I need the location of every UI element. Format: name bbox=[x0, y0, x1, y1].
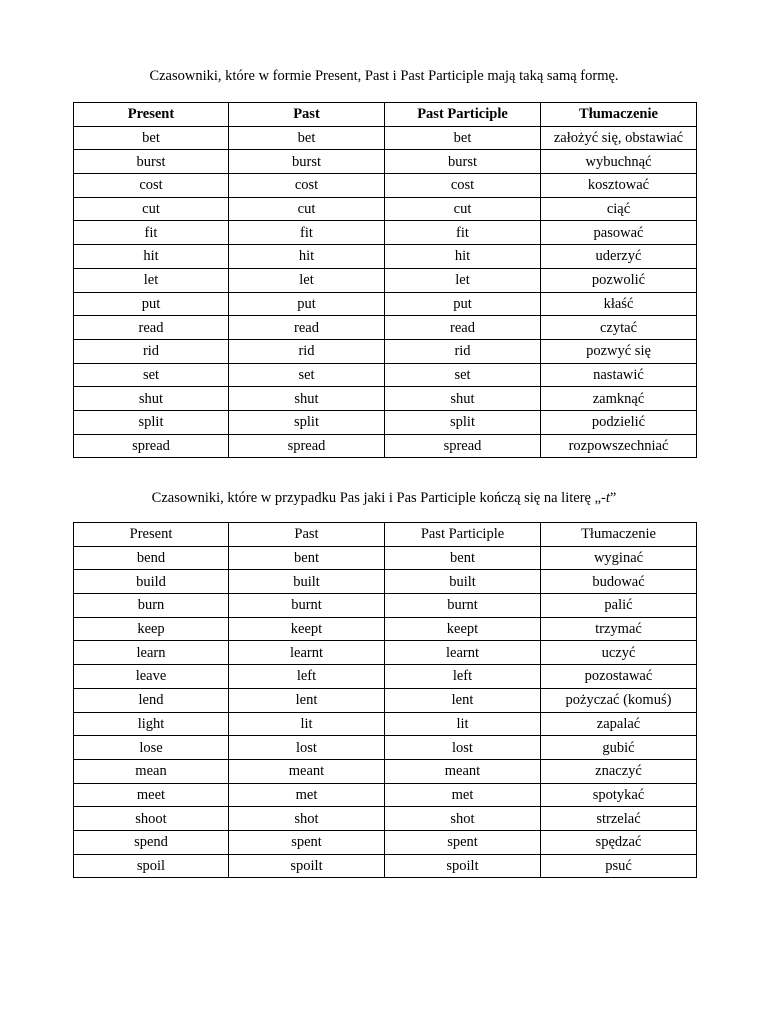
cell-present: set bbox=[74, 363, 229, 387]
cell-past-participle: meant bbox=[385, 759, 541, 783]
cell-past-participle: read bbox=[385, 316, 541, 340]
cell-translation: uderzyć bbox=[541, 245, 697, 269]
cell-past: cut bbox=[229, 197, 385, 221]
cell-translation: nastawić bbox=[541, 363, 697, 387]
cell-past: met bbox=[229, 783, 385, 807]
table-header-row bbox=[74, 103, 697, 127]
table-row bbox=[74, 641, 697, 665]
cell-past: lit bbox=[229, 712, 385, 736]
cell-past-participle: spoilt bbox=[385, 854, 541, 878]
table-row bbox=[74, 434, 697, 458]
cell-translation: czytać bbox=[541, 316, 697, 340]
cell-present: keep bbox=[74, 617, 229, 641]
caption-letter: t bbox=[605, 490, 610, 506]
cell-past: meant bbox=[229, 759, 385, 783]
column-header-present: Present bbox=[74, 523, 229, 547]
cell-past: shut bbox=[229, 387, 385, 411]
table-row bbox=[74, 387, 697, 411]
cell-past-participle: lent bbox=[385, 688, 541, 712]
cell-translation: pozwyć się bbox=[541, 339, 697, 363]
caption-closing-quote: ” bbox=[609, 490, 617, 506]
cell-past: shot bbox=[229, 807, 385, 831]
column-header-past: Past bbox=[229, 523, 385, 547]
table-row bbox=[74, 783, 697, 807]
cell-translation: trzymać bbox=[541, 617, 697, 641]
cell-past-participle: lost bbox=[385, 736, 541, 760]
cell-present: lose bbox=[74, 736, 229, 760]
table-row bbox=[74, 245, 697, 269]
table-row bbox=[74, 665, 697, 689]
cell-past-participle: cost bbox=[385, 174, 541, 198]
cell-present: meet bbox=[74, 783, 229, 807]
table-row bbox=[74, 570, 697, 594]
table-row bbox=[74, 268, 697, 292]
table-body bbox=[74, 126, 697, 458]
cell-past-participle: left bbox=[385, 665, 541, 689]
cell-present: cost bbox=[74, 174, 229, 198]
table-row bbox=[74, 546, 697, 570]
cell-present: lend bbox=[74, 688, 229, 712]
cell-translation: pozostawać bbox=[541, 665, 697, 689]
cell-past: left bbox=[229, 665, 385, 689]
table-row bbox=[74, 830, 697, 854]
cell-present: leave bbox=[74, 665, 229, 689]
cell-present: read bbox=[74, 316, 229, 340]
cell-translation: uczyć bbox=[541, 641, 697, 665]
cell-past-participle: lit bbox=[385, 712, 541, 736]
section-2-caption bbox=[0, 489, 768, 507]
cell-present: spread bbox=[74, 434, 229, 458]
cell-translation: podzielić bbox=[541, 410, 697, 434]
table-row bbox=[74, 126, 697, 150]
cell-translation: spędzać bbox=[541, 830, 697, 854]
cell-past: cost bbox=[229, 174, 385, 198]
cell-present: rid bbox=[74, 339, 229, 363]
cell-past-participle: bent bbox=[385, 546, 541, 570]
cell-present: build bbox=[74, 570, 229, 594]
table-row bbox=[74, 759, 697, 783]
cell-past-participle: burnt bbox=[385, 594, 541, 618]
cell-past-participle: bet bbox=[385, 126, 541, 150]
section-1-caption: Czasowniki, które w formie Present, Past i Past Participle mają taką samą formę. bbox=[149, 68, 619, 84]
cell-past-participle: split bbox=[385, 410, 541, 434]
cell-past: burst bbox=[229, 150, 385, 174]
cell-present: burst bbox=[74, 150, 229, 174]
cell-past-participle: set bbox=[385, 363, 541, 387]
cell-past-participle: hit bbox=[385, 245, 541, 269]
cell-translation: pożyczać (komuś) bbox=[541, 688, 697, 712]
cell-present: put bbox=[74, 292, 229, 316]
cell-present: shut bbox=[74, 387, 229, 411]
cell-past-participle: learnt bbox=[385, 641, 541, 665]
table-row bbox=[74, 807, 697, 831]
cell-translation: spotykać bbox=[541, 783, 697, 807]
cell-translation: pozwolić bbox=[541, 268, 697, 292]
cell-past-participle: burst bbox=[385, 150, 541, 174]
column-header-past-participle: Past Participle bbox=[385, 523, 541, 547]
cell-past: put bbox=[229, 292, 385, 316]
column-header-past: Past bbox=[229, 103, 385, 127]
cell-translation: znaczyć bbox=[541, 759, 697, 783]
cell-past-participle: put bbox=[385, 292, 541, 316]
cell-past-participle: let bbox=[385, 268, 541, 292]
cell-past-participle: met bbox=[385, 783, 541, 807]
cell-translation: wyginać bbox=[541, 546, 697, 570]
table-row bbox=[74, 736, 697, 760]
cell-past: rid bbox=[229, 339, 385, 363]
cell-past: spread bbox=[229, 434, 385, 458]
cell-present: fit bbox=[74, 221, 229, 245]
cell-past-participle: built bbox=[385, 570, 541, 594]
column-header-translation: Tłumaczenie bbox=[541, 103, 697, 127]
same-form-verbs-table bbox=[73, 102, 697, 458]
table-row bbox=[74, 594, 697, 618]
table-row bbox=[74, 854, 697, 878]
cell-present: burn bbox=[74, 594, 229, 618]
cell-present: split bbox=[74, 410, 229, 434]
cell-past: read bbox=[229, 316, 385, 340]
cell-translation: gubić bbox=[541, 736, 697, 760]
column-header-past-participle: Past Participle bbox=[385, 103, 541, 127]
cell-present: spoil bbox=[74, 854, 229, 878]
cell-present: bend bbox=[74, 546, 229, 570]
cell-present: spend bbox=[74, 830, 229, 854]
cell-past: learnt bbox=[229, 641, 385, 665]
cell-present: bet bbox=[74, 126, 229, 150]
column-header-translation: Tłumaczenie bbox=[541, 523, 697, 547]
cell-past: built bbox=[229, 570, 385, 594]
cell-past-participle: shut bbox=[385, 387, 541, 411]
cell-past-participle: keept bbox=[385, 617, 541, 641]
cell-present: cut bbox=[74, 197, 229, 221]
table-row bbox=[74, 410, 697, 434]
caption-text: Czasowniki, które w przypadku Pas jaki i Pas Participle kończą się na literę „- bbox=[151, 490, 606, 506]
table-row bbox=[74, 617, 697, 641]
table-row bbox=[74, 221, 697, 245]
cell-past-participle: rid bbox=[385, 339, 541, 363]
table-row bbox=[74, 363, 697, 387]
cell-translation: budować bbox=[541, 570, 697, 594]
cell-present: light bbox=[74, 712, 229, 736]
table-body bbox=[74, 546, 697, 878]
cell-past: let bbox=[229, 268, 385, 292]
cell-past: split bbox=[229, 410, 385, 434]
cell-translation: palić bbox=[541, 594, 697, 618]
cell-past-participle: shot bbox=[385, 807, 541, 831]
table-row bbox=[74, 174, 697, 198]
table-row bbox=[74, 150, 697, 174]
cell-present: learn bbox=[74, 641, 229, 665]
cell-past: lent bbox=[229, 688, 385, 712]
table-header-row bbox=[74, 523, 697, 547]
cell-past: bent bbox=[229, 546, 385, 570]
cell-past: hit bbox=[229, 245, 385, 269]
table-row bbox=[74, 197, 697, 221]
cell-translation: kłaść bbox=[541, 292, 697, 316]
t-ending-verbs-table bbox=[73, 522, 697, 878]
cell-past: set bbox=[229, 363, 385, 387]
cell-past: keept bbox=[229, 617, 385, 641]
cell-translation: zamknąć bbox=[541, 387, 697, 411]
cell-past: bet bbox=[229, 126, 385, 150]
cell-translation: strzelać bbox=[541, 807, 697, 831]
table-row bbox=[74, 339, 697, 363]
cell-past-participle: spread bbox=[385, 434, 541, 458]
cell-present: hit bbox=[74, 245, 229, 269]
cell-present: shoot bbox=[74, 807, 229, 831]
cell-translation: kosztować bbox=[541, 174, 697, 198]
cell-past-participle: fit bbox=[385, 221, 541, 245]
table-row bbox=[74, 292, 697, 316]
cell-past-participle: spent bbox=[385, 830, 541, 854]
cell-past: lost bbox=[229, 736, 385, 760]
cell-translation: wybuchnąć bbox=[541, 150, 697, 174]
table-row bbox=[74, 316, 697, 340]
cell-present: mean bbox=[74, 759, 229, 783]
cell-translation: pasować bbox=[541, 221, 697, 245]
cell-past-participle: cut bbox=[385, 197, 541, 221]
cell-translation: zapalać bbox=[541, 712, 697, 736]
cell-translation: psuć bbox=[541, 854, 697, 878]
cell-present: let bbox=[74, 268, 229, 292]
table-row bbox=[74, 712, 697, 736]
cell-translation: rozpowszechniać bbox=[541, 434, 697, 458]
cell-past: spoilt bbox=[229, 854, 385, 878]
cell-past: spent bbox=[229, 830, 385, 854]
cell-translation: założyć się, obstawiać bbox=[541, 126, 697, 150]
cell-past: fit bbox=[229, 221, 385, 245]
column-header-present: Present bbox=[74, 103, 229, 127]
cell-translation: ciąć bbox=[541, 197, 697, 221]
cell-past: burnt bbox=[229, 594, 385, 618]
table-row bbox=[74, 688, 697, 712]
